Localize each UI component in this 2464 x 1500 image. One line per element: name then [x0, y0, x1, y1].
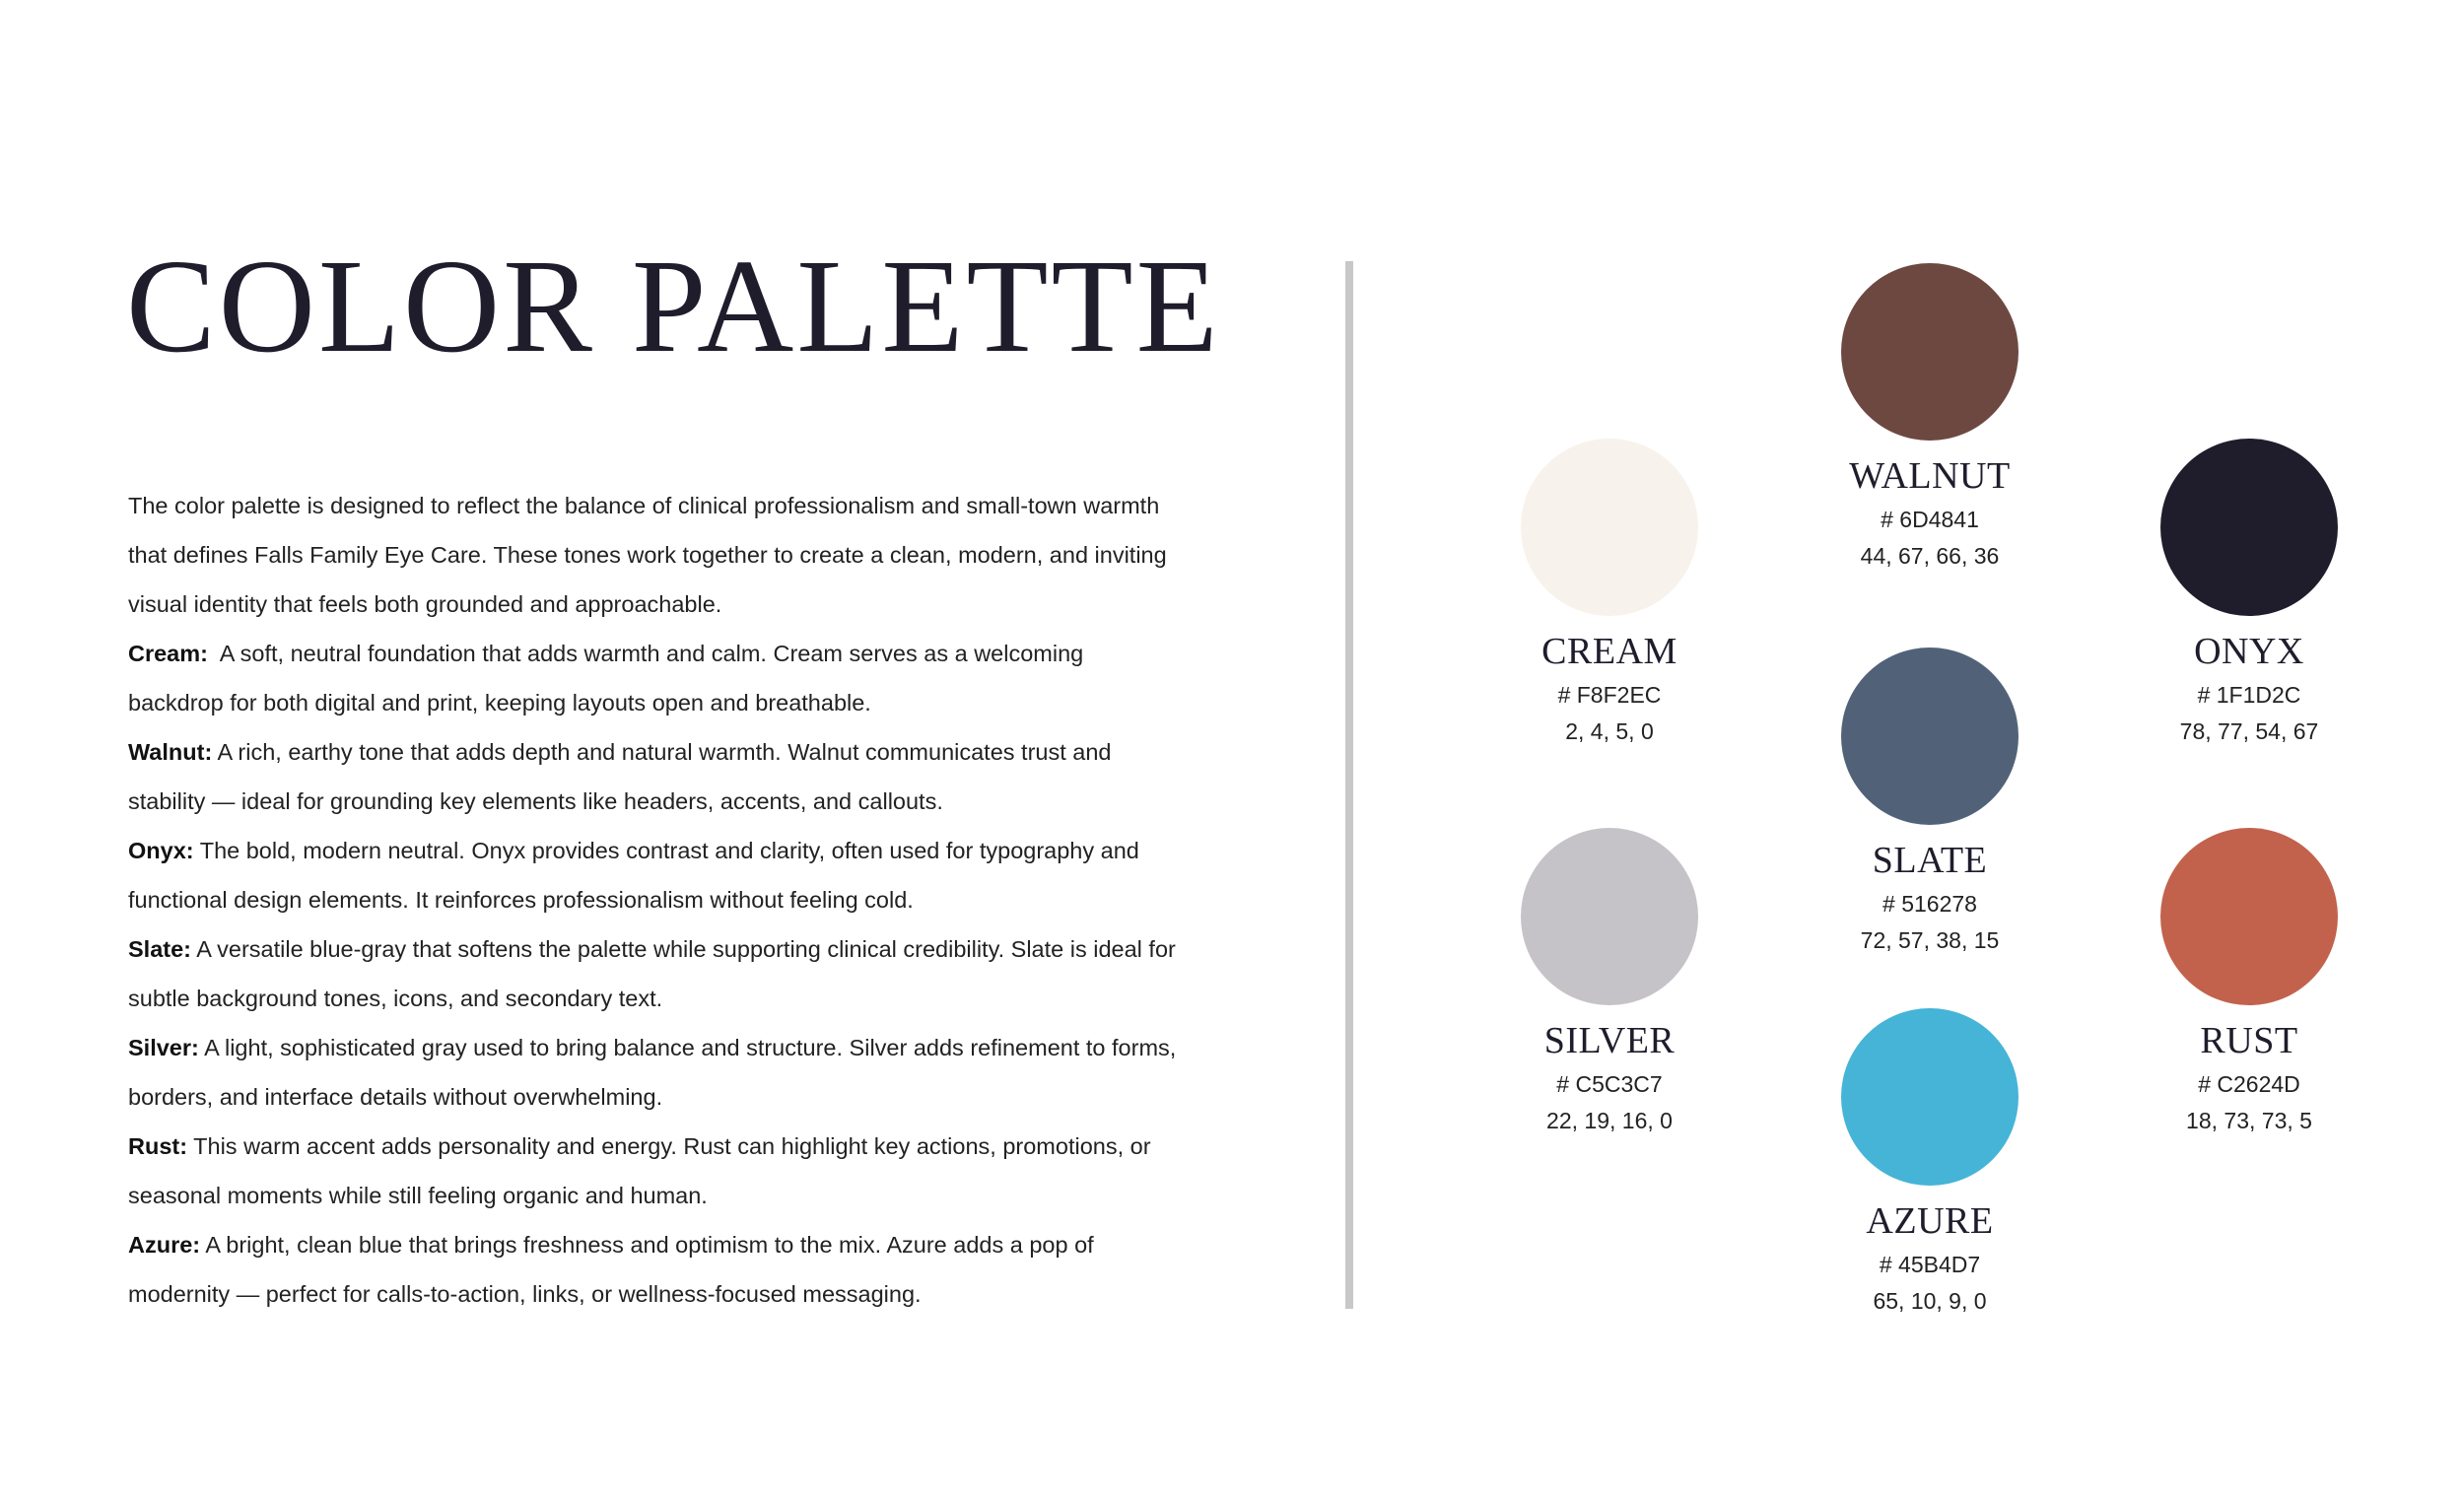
description-silver	[128, 1023, 1183, 1122]
swatch-cmyk: 72, 57, 38, 15	[1860, 927, 2000, 953]
description-text: A soft, neutral foundation that adds warmth and calm. Cream serves as a welcoming backdrop for both digital and print, keeping layouts open and breathable.	[128, 641, 1084, 716]
description-text: A versatile blue-gray that softens the palette while supporting clinical credibility. Slate is ideal for subtle background tones, icons, and secondary text.	[128, 936, 1176, 1011]
description-slate	[128, 924, 1183, 1023]
swatch-name: CREAM	[1541, 631, 1677, 672]
azure-color-circle	[1841, 1008, 2019, 1186]
swatch-cmyk: 22, 19, 16, 0	[1546, 1108, 1673, 1133]
swatch-slate	[1782, 648, 2078, 959]
palette-description	[128, 481, 1183, 1319]
description-text: The bold, modern neutral. Onyx provides contrast and clarity, often used for typography and functional design elements. It reinforces professionalism without feeling cold.	[128, 838, 1139, 913]
swatch-rust	[2101, 828, 2397, 1139]
swatch-name: AZURE	[1866, 1200, 1994, 1242]
vertical-divider	[1345, 261, 1353, 1309]
walnut-color-circle	[1841, 263, 2019, 441]
description-rust	[128, 1122, 1183, 1220]
description-text: This warm accent adds personality and energy. Rust can highlight key actions, promotions, or seasonal moments while still feeling organic and human.	[128, 1133, 1151, 1208]
onyx-color-circle	[2160, 439, 2338, 616]
rust-color-circle	[2160, 828, 2338, 1005]
swatch-silver	[1462, 828, 1757, 1139]
description-term: Silver:	[128, 1035, 199, 1060]
swatch-walnut	[1782, 263, 2078, 575]
page-title: COLOR PALETTE	[126, 233, 1221, 380]
description-azure	[128, 1220, 1183, 1319]
swatch-cmyk: 78, 77, 54, 67	[2179, 718, 2319, 744]
description-text: A bright, clean blue that brings freshness and optimism to the mix. Azure adds a pop of modernity — perfect for calls-to-action, links, or wellness-focused messaging.	[128, 1232, 1094, 1307]
description-text: A light, sophisticated gray used to bring balance and structure. Silver adds refinement to forms, borders, and interface details without overwhelming.	[128, 1035, 1177, 1110]
slate-color-circle	[1841, 648, 2019, 825]
swatch-name: SILVER	[1543, 1020, 1676, 1061]
swatch-hex: # F8F2EC	[1557, 682, 1662, 708]
swatch-name: ONYX	[2194, 631, 2304, 672]
swatch-name: RUST	[2200, 1020, 2298, 1061]
description-text: A rich, earthy tone that adds depth and natural warmth. Walnut communicates trust and stability — ideal for grounding key elements like headers, accents, and callouts.	[128, 739, 1112, 814]
swatch-hex: # 6D4841	[1881, 507, 1979, 532]
swatch-hex: # C5C3C7	[1556, 1071, 1663, 1097]
swatch-cmyk: 44, 67, 66, 36	[1860, 543, 2000, 569]
swatch-hex: # 1F1D2C	[2197, 682, 2301, 708]
swatch-cmyk: 65, 10, 9, 0	[1873, 1288, 1987, 1314]
description-term: Rust:	[128, 1133, 188, 1159]
swatch-name: SLATE	[1872, 840, 1988, 881]
cream-color-circle	[1521, 439, 1698, 616]
intro-paragraph: The color palette is designed to reflect the balance of clinical professionalism and small-town warmth that defines Falls Family Eye Care. These tones work together to create a clean, modern, and inviting visual identity that feels both grounded and approachable.	[128, 493, 1167, 617]
swatch-hex: # 45B4D7	[1879, 1252, 1981, 1277]
description-term: Cream:	[128, 641, 208, 666]
swatch-name: WALNUT	[1849, 455, 2011, 497]
swatch-azure	[1782, 1008, 2078, 1320]
description-term: Walnut:	[128, 739, 213, 765]
description-cream	[128, 629, 1183, 727]
swatch-cream	[1462, 439, 1757, 750]
description-walnut	[128, 727, 1183, 826]
swatch-hex: # 516278	[1882, 891, 1977, 917]
swatch-hex: # C2624D	[2198, 1071, 2300, 1097]
swatch-cmyk: 2, 4, 5, 0	[1565, 718, 1654, 744]
description-term: Azure:	[128, 1232, 201, 1258]
description-term: Slate:	[128, 936, 191, 962]
description-term: Onyx:	[128, 838, 194, 863]
description-onyx	[128, 826, 1183, 924]
silver-color-circle	[1521, 828, 1698, 1005]
swatch-cmyk: 18, 73, 73, 5	[2186, 1108, 2312, 1133]
swatch-onyx	[2101, 439, 2397, 750]
